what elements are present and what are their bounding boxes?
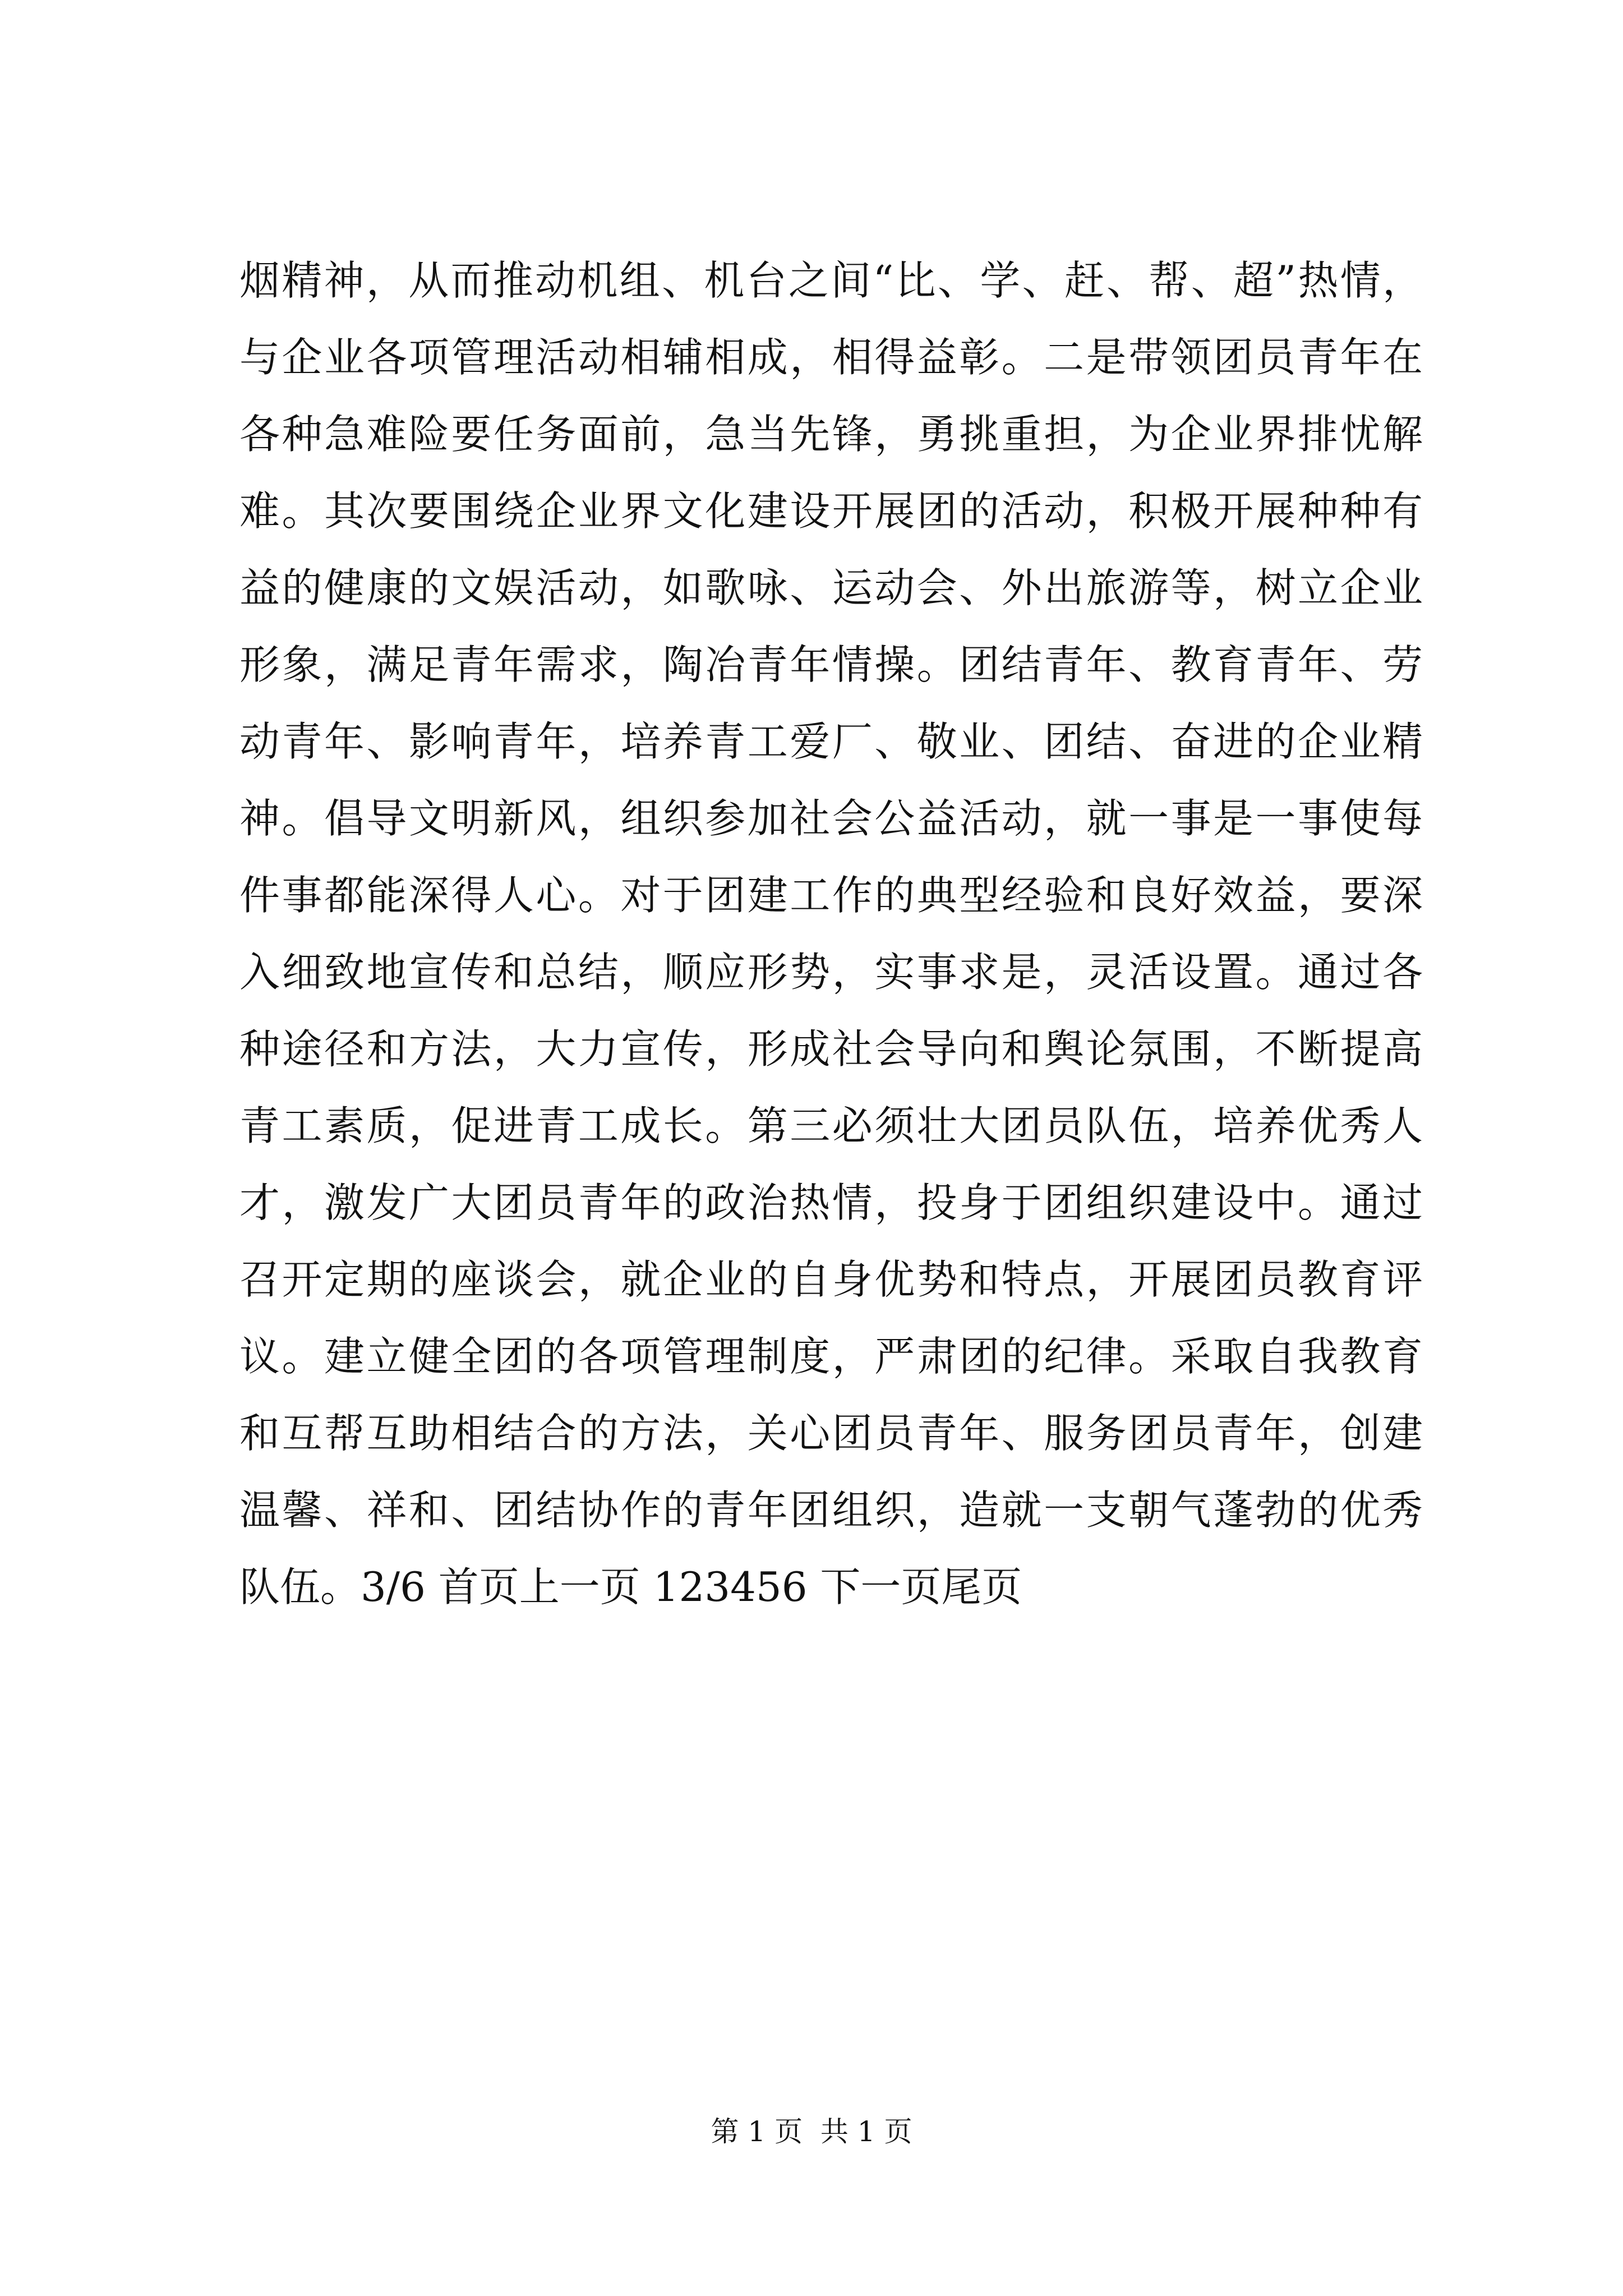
text-line: 难。其次要围绕企业界文化建设开展团的活动，积极开展种种有 bbox=[239, 487, 1423, 535]
text-line: 动青年、影响青年，培养青工爱厂、敬业、团结、奋进的企业精 bbox=[239, 718, 1423, 765]
text-line: 温馨、祥和、团结协作的青年团组织，造就一支朝气蓬勃的优秀 bbox=[239, 1487, 1423, 1534]
text-line: 议。建立健全团的各项管理制度，严肃团的纪律。采取自我教育 bbox=[239, 1333, 1423, 1380]
text-line-pagination: 队伍。3/6 首页上一页 123456 下一页尾页 bbox=[239, 1563, 1022, 1611]
text-line: 各种急难险要任务面前，急当先锋，勇挑重担，为企业界排忧解 bbox=[239, 411, 1423, 458]
text-line: 形象，满足青年需求，陶冶青年情操。团结青年、教育青年、劳 bbox=[239, 641, 1423, 688]
text-line: 烟精神，从而推动机组、机台之间“比、学、赶、帮、超”热情， bbox=[239, 257, 1423, 304]
text-line: 种途径和方法，大力宣传，形成社会导向和舆论氛围，不断提高 bbox=[239, 1025, 1423, 1073]
page-footer: 第 1 页 共 1 页 bbox=[711, 2115, 912, 2148]
body-text bbox=[239, 242, 1423, 1626]
text-line: 神。倡导文明新风，组织参加社会公益活动，就一事是一事使每 bbox=[239, 795, 1423, 842]
text-line: 入细致地宣传和总结，顺应形势，实事求是，灵活设置。通过各 bbox=[239, 949, 1423, 996]
text-line: 才，激发广大团员青年的政治热情，投身于团组织建设中。通过 bbox=[239, 1179, 1423, 1226]
text-line: 青工素质，促进青工成长。第三必须壮大团员队伍，培养优秀人 bbox=[239, 1102, 1423, 1149]
text-line: 召开定期的座谈会，就企业的自身优势和特点，开展团员教育评 bbox=[239, 1256, 1423, 1303]
text-line: 件事都能深得人心。对于团建工作的典型经验和良好效益，要深 bbox=[239, 872, 1423, 919]
text-line: 益的健康的文娱活动，如歌咏、运动会、外出旅游等，树立企业 bbox=[239, 564, 1423, 611]
text-line: 和互帮互助相结合的方法，关心团员青年、服务团员青年，创建 bbox=[239, 1410, 1423, 1457]
text-line: 与企业各项管理活动相辅相成，相得益彰。二是带领团员青年在 bbox=[239, 334, 1423, 381]
